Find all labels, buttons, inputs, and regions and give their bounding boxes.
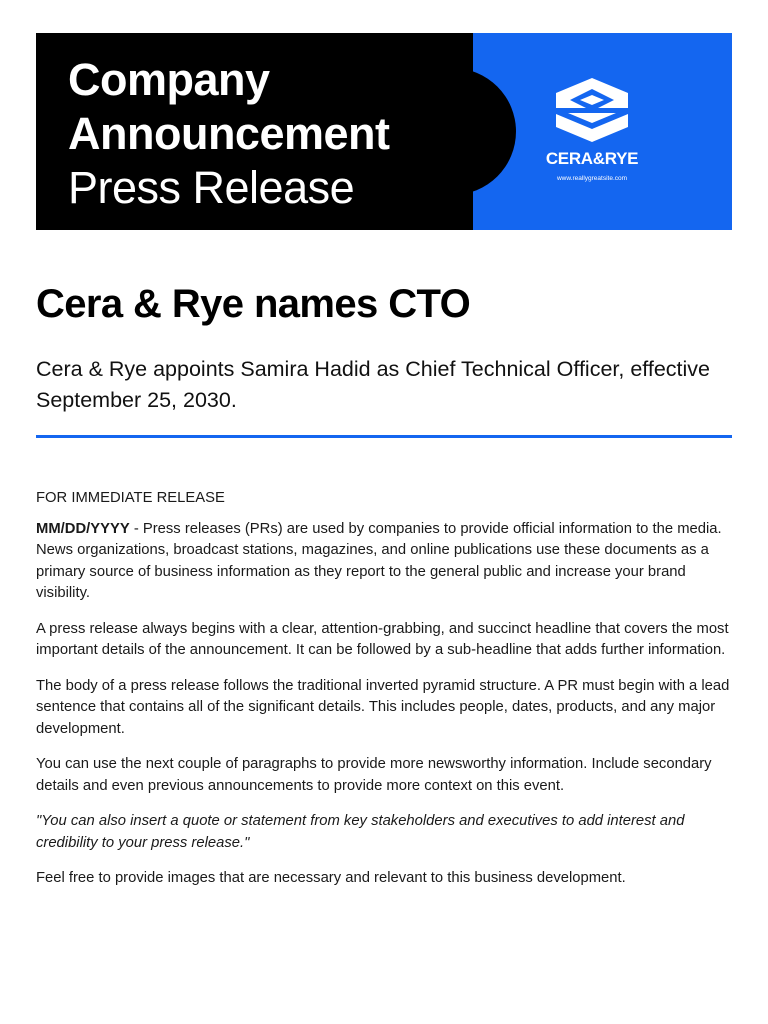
banner-title xyxy=(68,53,390,215)
body-paragraph-3: The body of a press release follows the traditional inverted pyramid structure. A PR must begin with a lead sentence that contains all of the significant details. This includes people, dates, products, and any major development. xyxy=(36,677,730,737)
logo-website-url: www.reallygreatsite.com xyxy=(556,175,628,182)
press-headline: Cera & Rye names CTO xyxy=(36,282,471,326)
press-body xyxy=(36,488,736,904)
body-paragraph-2: A press release always begins with a clear, attention-grabbing, and succinct headline that covers the most important details of the announcement. It can be followed by a sub-headline that adds further information. xyxy=(36,620,729,658)
body-paragraph-5: Feel free to provide images that are necessary and relevant to this business development. xyxy=(36,870,626,886)
banner-title-line2: Announcement xyxy=(68,108,390,159)
body-paragraph-4: You can use the next couple of paragraphs to provide more newsworthy information. Include secondary details and even previous announcements to provide more context on this event. xyxy=(36,756,712,794)
body-paragraph-1 xyxy=(36,519,736,605)
release-tag: FOR IMMEDIATE RELEASE xyxy=(36,490,225,506)
stakeholder-quote: "You can also insert a quote or statement from key stakeholders and executives to add interest and credibility to your press release." xyxy=(36,813,685,851)
banner-title-line1: Company xyxy=(68,54,270,105)
cera-rye-logo-icon xyxy=(552,76,632,144)
section-divider xyxy=(36,435,732,438)
body-paragraph-1-text: - Press releases (PRs) are used by companies to provide official information to the media. News organizations, broadcast stations, magazines, and online publications use these documents as a primary source of business information as they report to the general public and increase your brand visibility. xyxy=(36,520,722,601)
logo-wordmark: CERA&RYE xyxy=(545,149,639,168)
date-placeholder: MM/DD/YYYY xyxy=(36,520,130,537)
press-subheadline: Cera & Rye appoints Samira Hadid as Chief Technical Officer, effective September 25, 2030. xyxy=(36,357,711,412)
company-logo xyxy=(527,76,657,182)
banner-title-line3: Press Release xyxy=(68,162,355,213)
